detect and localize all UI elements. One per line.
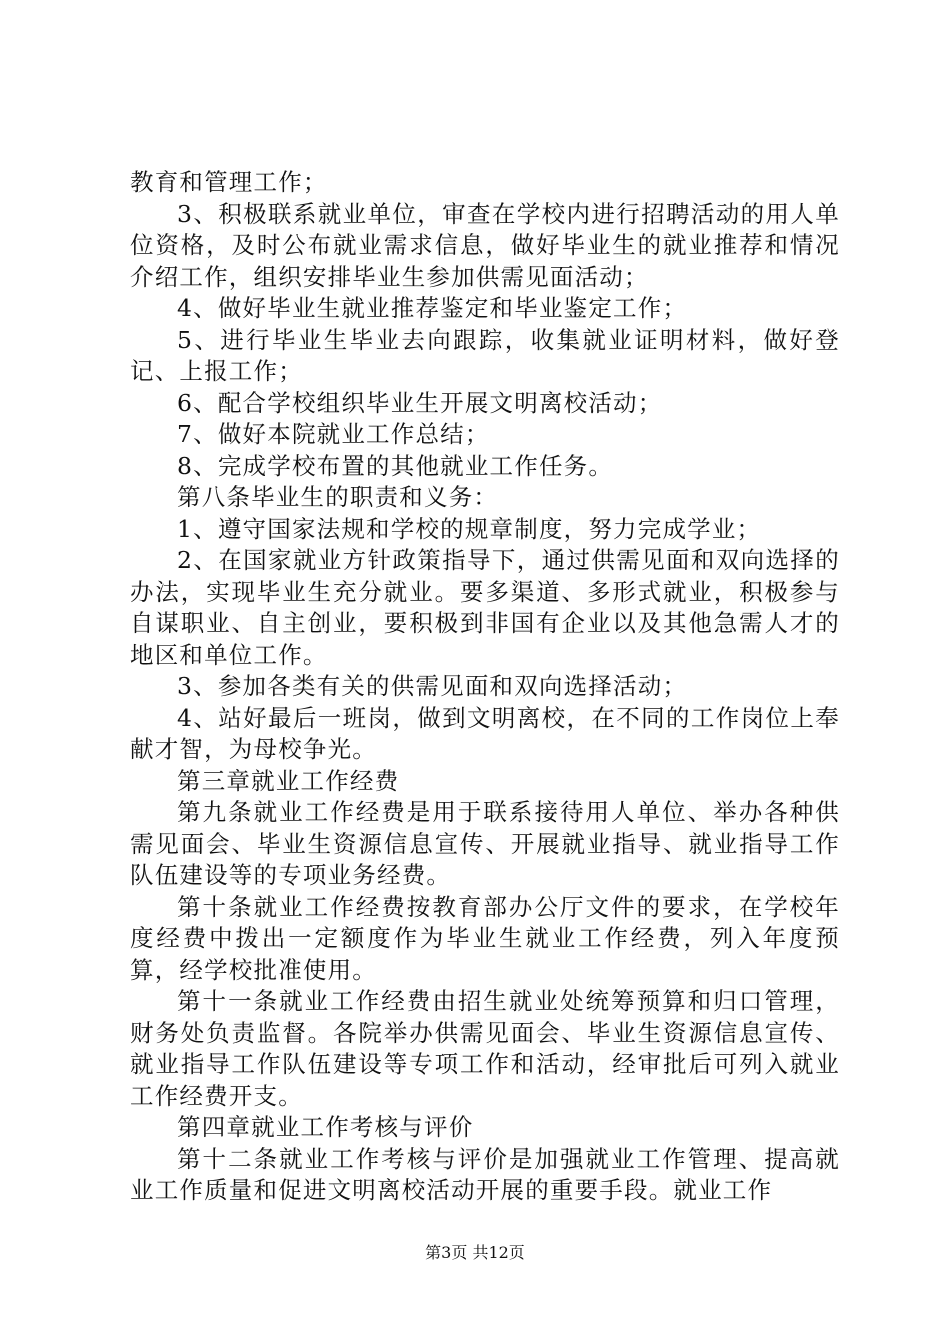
paragraph: 2、在国家就业方针政策指导下，通过供需见面和双向选择的办法，实现毕业生充分就业。要多渠道、多形式就业，积极参与自谋职业、自主创业，要积极到非国有企业以及其他急需人才的地区和单位工作。 bbox=[130, 546, 840, 669]
paragraph: 教育和管理工作； bbox=[130, 168, 328, 196]
paragraph: 第八条毕业生的职责和义务： bbox=[177, 483, 499, 511]
page-footer bbox=[0, 1243, 950, 1263]
paragraph: 7、做好本院就业工作总结； bbox=[177, 420, 490, 448]
paragraph: 第三章就业工作经费 bbox=[177, 766, 400, 795]
paragraph: 第十一条就业工作经费由招生就业处统筹预算和归口管理，财务处负责监督。各院举办供需见面会、毕业生资源信息宣传、就业指导工作队伍建设等专项工作和活动，经审批后可列入就业工作经费开支。 bbox=[130, 987, 840, 1110]
document-body bbox=[130, 167, 840, 1207]
paragraph: 6、配合学校组织毕业生开展文明离校活动； bbox=[177, 388, 663, 417]
page-number-label: 第3页 共12页 bbox=[425, 1243, 525, 1262]
paragraph: 第九条就业工作经费是用于联系接待用人单位、举办各种供需见面会、毕业生资源信息宣传、开展就业指导、就业指导工作队伍建设等的专项业务经费。 bbox=[130, 798, 840, 889]
paragraph: 第十二条就业工作考核与评价是加强就业工作管理、提高就业工作质量和促进文明离校活动开展的重要手段。就业工作 bbox=[130, 1144, 840, 1204]
paragraph: 5、进行毕业生毕业去向跟踪，收集就业证明材料，做好登记、上报工作； bbox=[130, 325, 840, 385]
paragraph: 8、完成学校布置的其他就业工作任务。 bbox=[177, 451, 614, 480]
paragraph: 第十条就业工作经费按教育部办公厅文件的要求，在学校年度经费中拨出一定额度作为毕业生就业工作经费，列入年度预算，经学校批准使用。 bbox=[130, 892, 840, 984]
paragraph: 1、遵守国家法规和学校的规章制度，努力完成学业； bbox=[177, 514, 762, 543]
paragraph: 第四章就业工作考核与评价 bbox=[177, 1113, 474, 1141]
paragraph: 3、参加各类有关的供需见面和双向选择活动； bbox=[177, 672, 688, 700]
paragraph: 4、站好最后一班岗，做到文明离校，在不同的工作岗位上奉献才智，为母校争光。 bbox=[130, 703, 840, 763]
paragraph: 3、积极联系就业单位，审查在学校内进行招聘活动的用人单位资格，及时公布就业需求信息，做好毕业生的就业推荐和情况介绍工作，组织安排毕业生参加供需见面活动； bbox=[130, 199, 840, 291]
paragraph: 4、做好毕业生就业推荐鉴定和毕业鉴定工作； bbox=[177, 294, 688, 322]
